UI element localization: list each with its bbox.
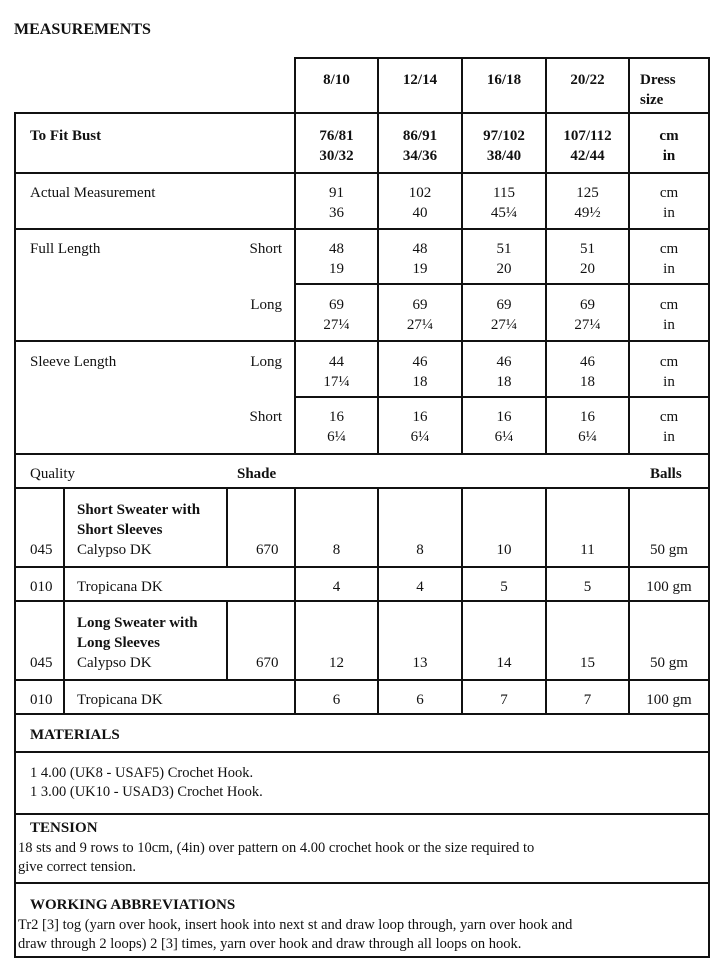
measurement-value: 27¼	[323, 317, 350, 333]
rule	[295, 396, 710, 398]
measurement-value: 69	[412, 297, 428, 313]
measurement-value: 6¼	[494, 429, 514, 445]
measurement-value: 48	[329, 241, 344, 257]
rule	[14, 679, 710, 681]
measurement-value: 30/32	[319, 148, 354, 164]
measurement-value: 16	[412, 409, 428, 425]
measurement-value: 69	[580, 297, 595, 313]
rule	[14, 813, 710, 815]
rule	[295, 283, 710, 285]
ball-count: 12	[329, 655, 344, 671]
measurement-value: 69	[496, 297, 512, 313]
yarn-group-title: Long Sweater with	[77, 615, 198, 631]
abbreviations-heading: WORKING ABBREVIATIONS	[30, 897, 236, 913]
ball-count: 7	[500, 692, 508, 708]
rule	[63, 487, 65, 713]
rule	[14, 600, 710, 602]
ball-count: 5	[583, 579, 592, 595]
rule	[14, 453, 710, 455]
measurement-value: 20	[580, 261, 595, 277]
measurement-value: 51	[580, 241, 595, 257]
ball-count: 15	[580, 655, 595, 671]
rule	[14, 713, 710, 715]
rule	[377, 487, 379, 713]
measurement-value: 36	[329, 205, 344, 221]
measurement-value: 27¼	[406, 317, 434, 333]
yarn-name: Tropicana DK	[77, 579, 163, 595]
abbreviations-line: Tr2 [3] tog (yarn over hook, insert hook into next st and draw loop through, yarn over hook and	[18, 917, 573, 933]
row-label-sleeve-length: Sleeve Length	[30, 354, 117, 370]
row-sub-long: Long	[250, 354, 282, 370]
unit-label: in	[663, 205, 675, 221]
unit-label: cm	[659, 297, 679, 313]
measurement-value: 6¼	[327, 429, 346, 445]
rule	[708, 57, 710, 958]
unit-label: cm	[659, 409, 679, 425]
measurement-value: 97/102	[483, 128, 525, 144]
measurement-value: 46	[580, 354, 595, 370]
unit-label: cm	[659, 128, 679, 144]
rule	[14, 487, 710, 489]
rule	[628, 487, 630, 713]
ball-count: 11	[580, 542, 595, 558]
measurement-value: 38/40	[486, 148, 522, 164]
unit-label: in	[663, 261, 675, 277]
measurement-value: 107/112	[563, 128, 612, 144]
ball-weight: 50 gm	[650, 655, 688, 671]
row-sub-long: Long	[250, 297, 282, 313]
measurement-value: 19	[329, 261, 344, 277]
measurement-value: 42/44	[570, 148, 605, 164]
measurement-value: 44	[329, 354, 344, 370]
measurement-value: 45¼	[490, 205, 518, 221]
rule	[294, 487, 296, 713]
materials-line: 1 4.00 (UK8 - USAF5) Crochet Hook.	[30, 765, 254, 781]
tension-line: give correct tension.	[18, 859, 136, 875]
yarn-shade: 670	[256, 542, 279, 558]
measurement-value: 125	[576, 185, 599, 201]
yarn-group-title: Short Sleeves	[77, 522, 163, 538]
yarn-group-title: Short Sweater with	[77, 502, 201, 518]
measurement-value: 34/36	[402, 148, 438, 164]
rule	[14, 340, 710, 342]
row-sub-short: Short	[249, 241, 282, 257]
unit-label: in	[663, 374, 675, 390]
rule	[14, 566, 710, 568]
measurement-value: 16	[580, 409, 595, 425]
yarn-name: Tropicana DK	[77, 692, 163, 708]
measurement-value: 46	[412, 354, 428, 370]
rule	[295, 57, 710, 59]
measurement-value: 20	[496, 261, 512, 277]
rule	[14, 751, 710, 753]
rule	[545, 487, 547, 713]
rule	[226, 600, 228, 679]
ball-count: 13	[412, 655, 428, 671]
yarn-code: 045	[30, 542, 53, 558]
materials-heading: MATERIALS	[30, 727, 120, 743]
ball-count: 7	[583, 692, 592, 708]
size-header: 12/14	[402, 72, 438, 88]
row-label-actual: Actual Measurement	[30, 185, 156, 201]
unit-label: cm	[659, 241, 679, 257]
measurement-value: 102	[408, 185, 432, 201]
unit-label: in	[663, 317, 675, 333]
size-label: size	[640, 92, 664, 108]
ball-weight: 100 gm	[646, 579, 692, 595]
rule	[14, 228, 710, 230]
shade-header: Shade	[237, 466, 277, 482]
measurement-value: 51	[496, 241, 512, 257]
measurement-value: 49½	[574, 205, 601, 221]
row-label-bust: To Fit Bust	[30, 128, 102, 144]
yarn-shade: 670	[256, 655, 279, 671]
yarn-name: Calypso DK	[77, 542, 152, 558]
size-header: 8/10	[323, 72, 350, 88]
rule	[226, 487, 228, 566]
unit-label: cm	[659, 354, 679, 370]
row-sub-short: Short	[249, 409, 282, 425]
rule	[14, 112, 710, 114]
measurement-value: 18	[412, 374, 428, 390]
rule	[14, 112, 16, 958]
measurement-value: 18	[496, 374, 512, 390]
tension-line: 18 sts and 9 rows to 10cm, (4in) over pattern on 4.00 crochet hook or the size required to	[18, 840, 535, 856]
ball-count: 6	[332, 692, 341, 708]
ball-count: 5	[500, 579, 508, 595]
measurement-value: 18	[580, 374, 595, 390]
unit-label: cm	[659, 185, 679, 201]
ball-weight: 50 gm	[650, 542, 688, 558]
ball-count: 10	[496, 542, 512, 558]
measurement-value: 19	[412, 261, 428, 277]
abbreviations-line: draw through 2 loops) 2 [3] times, yarn over hook and draw through all loops on hook.	[18, 936, 522, 952]
ball-count: 4	[332, 579, 341, 595]
ball-count: 8	[416, 542, 424, 558]
measurement-value: 27¼	[574, 317, 601, 333]
materials-line: 1 3.00 (UK10 - USAD3) Crochet Hook.	[30, 784, 263, 800]
measurement-value: 17¼	[323, 374, 350, 390]
measurement-value: 40	[412, 205, 428, 221]
size-header: 20/22	[570, 72, 605, 88]
balls-header: Balls	[650, 466, 682, 482]
ball-count: 6	[416, 692, 424, 708]
measurement-value: 48	[412, 241, 428, 257]
measurement-value: 69	[329, 297, 344, 313]
yarn-name: Calypso DK	[77, 655, 152, 671]
measurement-value: 6¼	[410, 429, 430, 445]
measurement-value: 91	[329, 185, 344, 201]
ball-count: 14	[496, 655, 512, 671]
ball-count: 8	[332, 542, 341, 558]
page-title: MEASUREMENTS	[14, 21, 151, 38]
quality-header: Quality	[30, 466, 75, 482]
yarn-code: 045	[30, 655, 53, 671]
measurement-value: 27¼	[490, 317, 518, 333]
ball-count: 4	[416, 579, 424, 595]
measurement-value: 76/81	[319, 128, 354, 144]
measurement-value: 16	[496, 409, 512, 425]
measurement-value: 86/91	[402, 128, 438, 144]
unit-label: in	[662, 148, 676, 164]
unit-label: in	[663, 429, 675, 445]
measurement-value: 46	[496, 354, 512, 370]
rule	[14, 882, 710, 884]
dress-label: Dress	[640, 72, 676, 88]
row-label-full-length: Full Length	[30, 241, 101, 257]
measurement-value: 16	[329, 409, 344, 425]
ball-weight: 100 gm	[646, 692, 692, 708]
size-header: 16/18	[486, 72, 522, 88]
yarn-code: 010	[30, 692, 53, 708]
measurement-value: 6¼	[578, 429, 597, 445]
rule	[461, 487, 463, 713]
rule	[14, 172, 710, 174]
yarn-code: 010	[30, 579, 53, 595]
tension-heading: TENSION	[30, 820, 98, 836]
rule	[14, 956, 710, 958]
yarn-group-title: Long Sleeves	[77, 635, 160, 651]
measurement-value: 115	[493, 185, 515, 201]
